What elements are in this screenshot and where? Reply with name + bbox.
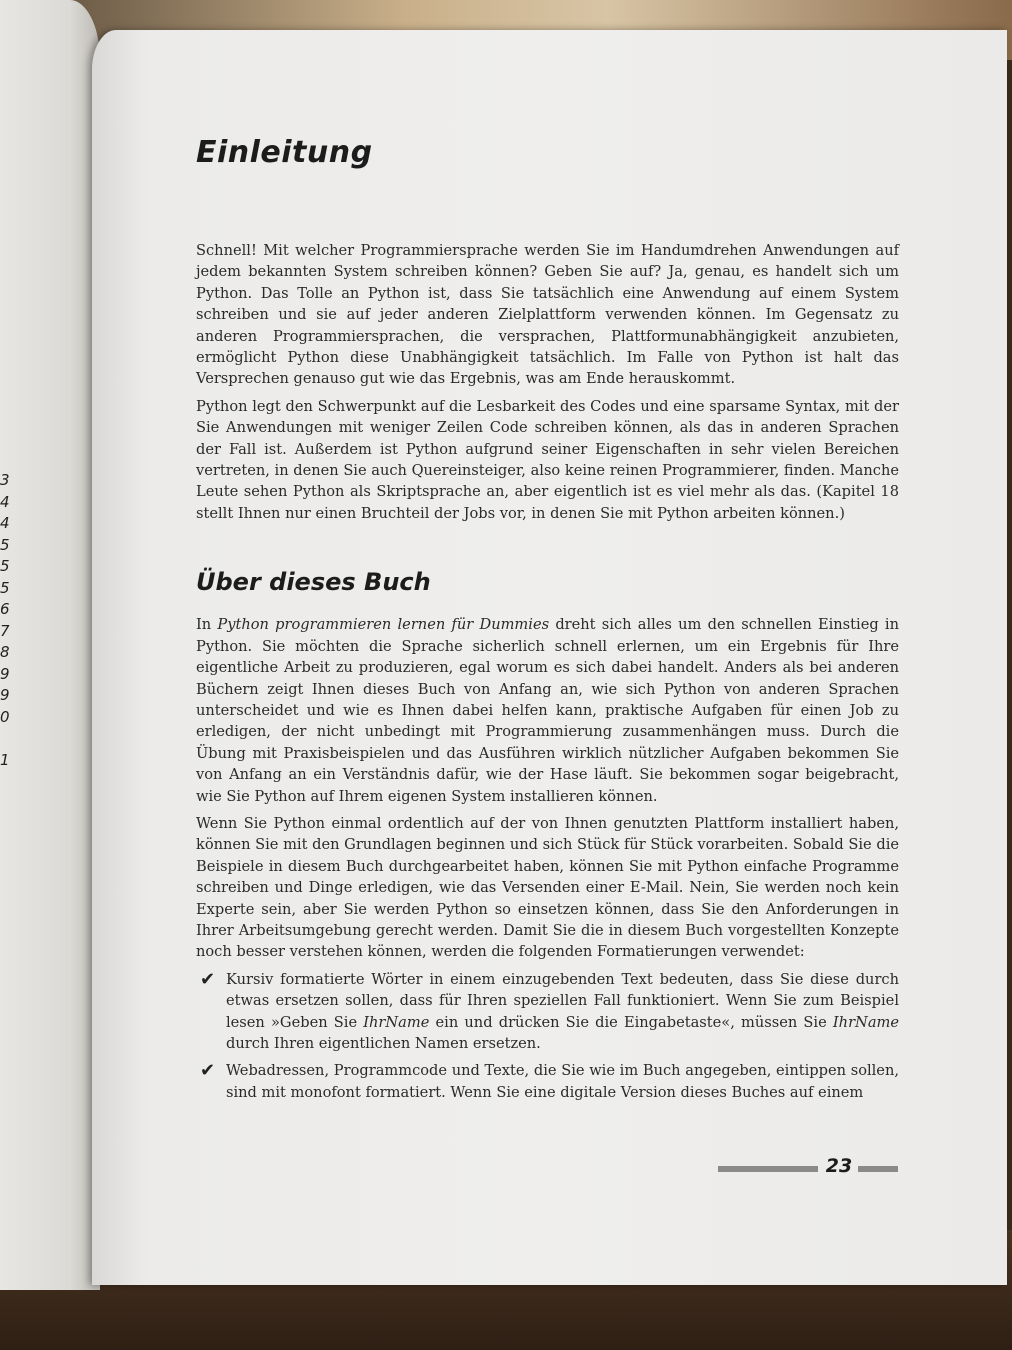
list-item — [196, 969, 899, 1055]
left-digit: 0 — [0, 707, 10, 726]
italic-placeholder: IhrName — [832, 1013, 899, 1031]
list-item — [196, 1060, 899, 1103]
footer-bar-right — [858, 1166, 898, 1172]
book-title-italic: Python programmieren lernen für Dummies — [217, 616, 550, 634]
text-span: ein und drücken Sie die Eingabetaste«, müssen Sie — [429, 1013, 833, 1031]
left-digit: 5 — [0, 535, 10, 554]
left-digit: 4 — [0, 492, 10, 511]
text-span: In — [196, 616, 218, 634]
left-digit: 4 — [0, 514, 10, 532]
page-content — [196, 135, 899, 1109]
italic-placeholder: IhrName — [363, 1013, 430, 1031]
left-page — [0, 0, 100, 1290]
checkmark-icon: ✔ — [200, 968, 216, 990]
left-digit: 5 — [0, 578, 10, 597]
book-page — [92, 30, 1007, 1285]
text-span: Kursiv formatierte Wörter in einem einzugebenden Text bedeuten, dass Sie diese durch etwas ersetzen sollen, dass für Ihren speziellen Fall funktioniert. Wenn Sie zum Beispiel lesen »Geben Sie — [226, 970, 899, 1031]
list-item-text — [226, 969, 899, 1055]
section-heading-wrap — [196, 568, 899, 596]
chapter-title: Einleitung — [196, 135, 373, 170]
formatting-list — [196, 969, 899, 1103]
left-digit: 9 — [0, 664, 10, 683]
left-digit: 3 — [0, 471, 10, 489]
left-digit: 6 — [0, 600, 10, 618]
left-digit: 8 — [0, 643, 10, 661]
left-digit: 5 — [0, 557, 10, 575]
intro-paragraph-2: Python legt den Schwerpunkt auf die Lesbarkeit des Codes und eine sparsame Syntax, mit der Sie Anwendungen mit weniger Zeilen Code schreiben können, als das in anderen Sprachen der Fall ist. Außerdem ist Python aufgrund seiner Eigenschaften in sehr vielen Bereichen vertreten, in denen Sie auch Quereinsteiger, also keine reinen Programmierer, finden. Manche Leute sehen Python als Skriptsprache an, aber eigentlich ist es viel mehr als das. (Kapitel 18 stellt Ihnen nur einen Bruchteil der Jobs vor, in denen Sie mit Python arbeiten können.) — [196, 397, 899, 522]
intro-paragraph-1: Schnell! Mit welcher Programmiersprache werden Sie im Handumdrehen Anwendungen auf jedem bekannten System schreiben können? Geben Sie auf? Ja, genau, es handelt sich um Python. Das Tolle an Python ist, dass Sie tatsächlich eine Anwendung auf einem System schreiben und sie auf jeder anderen Zielplattform verwenden können. Im Gegensatz zu anderen Programmiersprachen, die versprachen, Plattformunabhängigkeit anzubieten, ermöglicht Python diese Unabhängigkeit tatsächlich. Im Falle von Python ist halt das Versprechen genauso gut wie das Ergebnis, was am Ende herauskommt. — [196, 242, 899, 388]
text-span: durch Ihren eigentlichen Namen ersetzen. — [226, 1035, 541, 1052]
page-footer — [718, 1155, 900, 1181]
left-digit — [0, 728, 14, 750]
left-digit: 9 — [0, 686, 10, 704]
left-digit: 7 — [0, 621, 10, 640]
checkmark-icon: ✔ — [200, 1060, 216, 1082]
section-paragraph-1 — [196, 614, 899, 807]
text-span: dreht sich alles um den schnellen Einstieg in Python. Sie möchten die Sprache sicherlich schnell erlernen, um ein Ergebnis für Ihre eigentliche Arbeit zu produzieren, egal worum es sich dabei handelt. Anders als bei anderen Büchern zeigt Ihnen dieses Buch von Anfang an, wie sich Python von anderen Sprachen unterscheidet und wie es Ihnen dabei helfen kann, praktische Aufgaben für einen Job zu erledigen, der nicht unbedingt mit Programmierung zusammenhängen muss. Durch die Übung mit Praxisbeispielen und das Ausführen wirklich nützlicher Aufgaben bekommen Sie von Anfang an ein Verständnis dafür, wie der Hase läuft. Sie bekommen sogar beigebracht, wie Sie Python auf Ihrem eigenen System installieren können. — [196, 616, 899, 805]
page-number: 23 — [825, 1155, 853, 1177]
left-page-digits — [0, 470, 14, 771]
section-title: Über dieses Buch — [196, 568, 431, 597]
list-item-text: Webadressen, Programmcode und Texte, die Sie wie im Buch angegeben, eintippen sollen, sind mit monofont formatiert. Wenn Sie eine digitale Version dieses Buches auf einem — [226, 1062, 899, 1101]
footer-bar-left — [718, 1166, 818, 1172]
section-paragraph-2: Wenn Sie Python einmal ordentlich auf der von Ihnen genutzten Plattform installiert haben, können Sie mit den Grundlagen beginnen und sich Stück für Stück vorarbeiten. Sobald Sie die Beispiele in diesem Buch durchgearbeitet haben, können Sie mit Python einfache Programme schreiben und Dinge erledigen, wie das Versenden einer E-Mail. Nein, Sie werden noch kein Experte sein, aber Sie werden Python so einsetzen können, dass Sie den Anforderungen in Ihrer Arbeitsumgebung gerecht werden. Damit Sie die in diesem Buch vorgestellten Konzepte noch besser verstehen können, werden die folgenden Formatierungen verwendet: — [196, 814, 899, 961]
left-digit: 1 — [0, 750, 10, 769]
